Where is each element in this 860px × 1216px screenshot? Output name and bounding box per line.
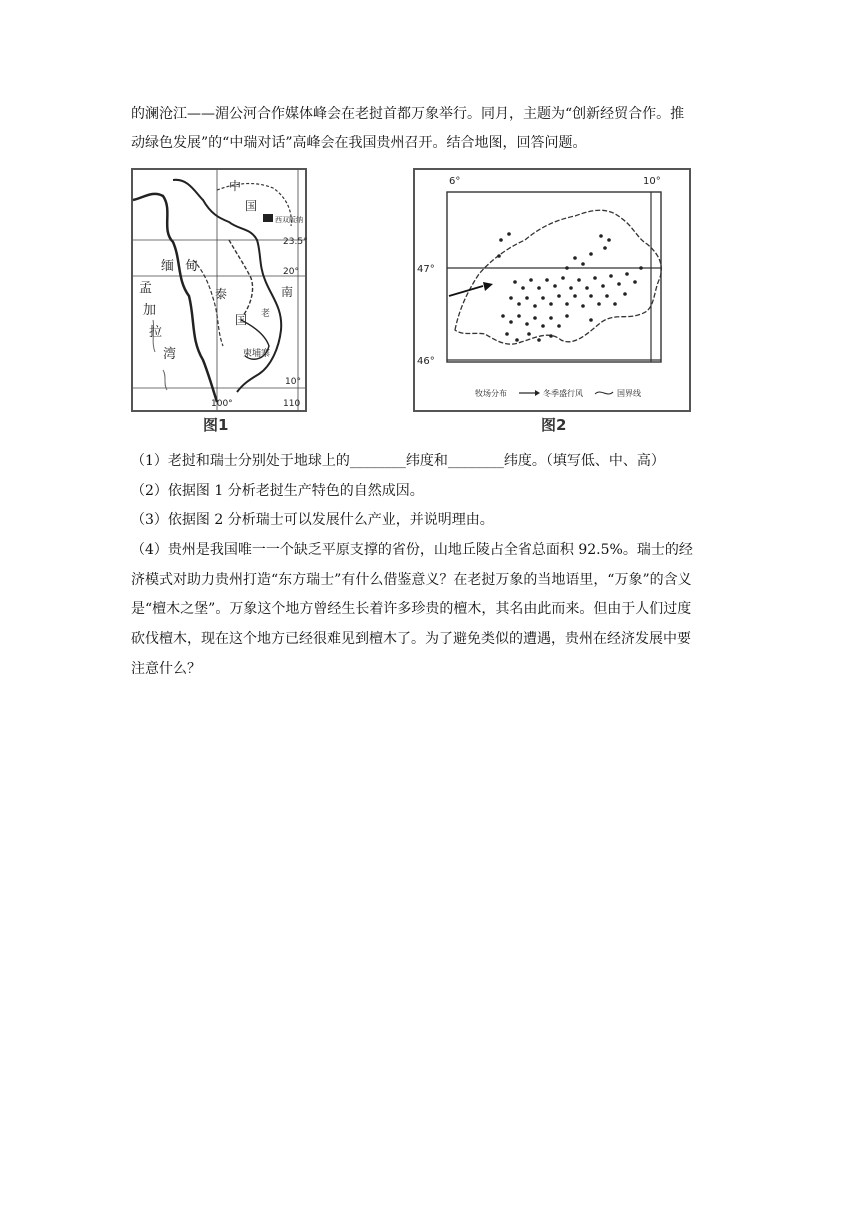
question-4-line-5: 注意什么？ [131,661,201,677]
fig1-label-myanmar-2: 甸 [185,259,199,274]
question-1: （1）老挝和瑞士分别处于地球上的________纬度和________纬度。（填写低、中、高） [131,453,665,469]
fig2-legend [475,388,641,398]
question-4-line-2: 济模式对助力贵州打造“东方瑞士”有什么借鉴意义？在老挝万象的当地语里，“万象”的含义 [131,572,692,588]
fig2-lat-47: 47° [417,264,435,275]
fig1-label-bay-1: 孟 [139,281,153,296]
figure-1-svg [133,170,308,410]
question-4-line-3: 是“檀木之堡”。万象这个地方曾经生长着许多珍贵的檀木，其名由此而来。但由于人们过度 [131,601,692,617]
fig1-lat-23-5: 23.5° [283,237,308,247]
figure-1-caption: 图1 [203,416,229,434]
fig1-label-myanmar-1: 缅 [161,259,175,274]
pasture-dots [497,232,643,342]
fig1-label-thai: 泰 [215,287,228,301]
question-4-line-1: （4）贵州是我国唯一一个缺乏平原支撑的省份，山地丘陵占全省总面积 92.5%。瑞士的经 [131,542,693,558]
fig1-label-laos: 老 [261,309,271,319]
legend-wind: 冬季盛行风 [543,389,583,398]
figure-2-caption: 图2 [541,416,567,434]
question-4-line-4: 砍伐檀木，现在这个地方已经很难见到檀木了。为了避免类似的遭遇，贵州在经济发展中要 [131,631,691,647]
fig1-label-bay-3: 拉 [149,325,163,340]
question-3: （3）依据图 2 分析瑞士可以发展什么产业，并说明理由。 [131,512,494,528]
fig1-label-china: 中 [229,179,242,193]
fig1-label-cambodia: 柬埔寨 [243,349,271,359]
fig1-lon-110: 110 [283,399,301,409]
question-2: （2）依据图 1 分析老挝生产特色的自然成因。 [131,483,424,499]
fig2-lat-46: 46° [417,356,435,367]
intro-line-1: 的澜沧江——湄公河合作媒体峰会在老挝首都万象举行。同月，主题为“创新经贸合作。推 [131,106,685,122]
fig2-lon-6: 6° [449,176,461,187]
fig1-label-nan: 南 [281,285,294,299]
fig1-lon-100: 100° [211,399,233,409]
fig1-label-china-2: 国 [245,199,258,213]
figure-2-svg [415,170,689,410]
legend-border: 国界线 [617,389,641,398]
fig1-label-bay-2: 加 [143,303,157,318]
fig1-label-guo: 国 [235,313,248,327]
fig1-label-xsbn: 西双版纳 [275,216,303,224]
legend-dairy: 牧场分布 [475,389,507,398]
fig1-lat-10: 10° [285,377,301,387]
figure-2-map [413,168,691,412]
intro-line-2: 动绿色发展”的“中瑞对话”高峰会在我国贵州召开。结合地图，回答问题。 [131,135,587,151]
fig1-lat-20: 20° [283,267,299,277]
figure-1-map [131,168,307,412]
fig2-lon-10: 10° [643,176,661,187]
fig1-label-bay-4: 湾 [163,347,177,362]
